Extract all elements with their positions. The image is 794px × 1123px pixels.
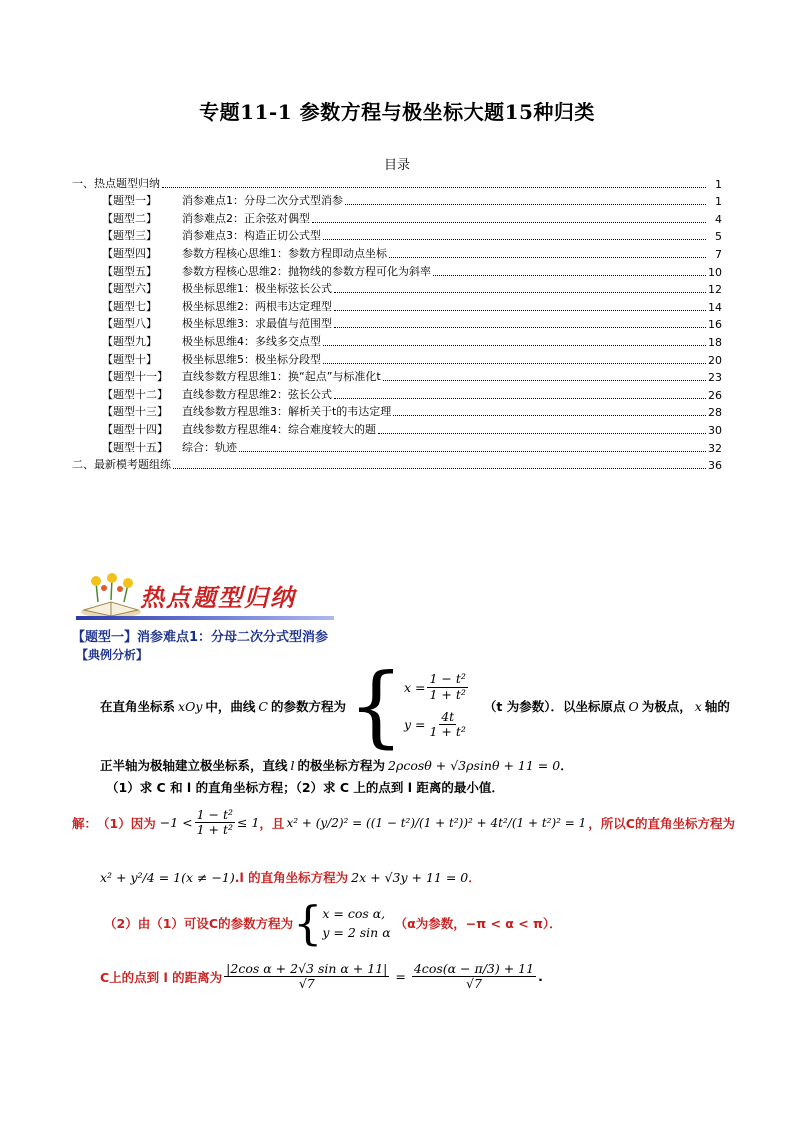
solution-p1a: （1）因为: [97, 815, 156, 831]
x-numerator: 1 − t²: [429, 671, 466, 687]
x-equation: [404, 672, 470, 702]
solution-p3a: （2）由（1）可设C的参数方程为: [104, 916, 294, 931]
toc-row[interactable]: [72, 208, 722, 226]
banner-underline: [76, 616, 334, 620]
toc-row[interactable]: [72, 191, 722, 209]
toc-leader-dots: [393, 415, 706, 416]
distance-denominator-1: √7: [298, 976, 315, 992]
toc-leader-dots: [389, 257, 706, 258]
x-fraction: [427, 672, 467, 702]
ineq-fraction: [195, 808, 235, 838]
toc-row-text: 极坐标思维4：多线多交点型: [182, 334, 321, 348]
toc-row-tag: 【题型三】: [102, 229, 157, 243]
toc-row-text: 参数方程核心思维1：参数方程即动点坐标: [182, 246, 387, 260]
toc-leader-dots: [323, 239, 706, 240]
toc-leader-dots: [334, 292, 706, 293]
toc-row-page: 10: [708, 265, 722, 279]
toc-row-page: 1: [715, 177, 722, 191]
ineq-right: ≤ 1: [237, 815, 260, 831]
toc-leader-dots: [173, 468, 706, 469]
toc-row[interactable]: [72, 455, 722, 473]
toc-leader-dots: [323, 363, 706, 364]
line-equation: 2x + √3y + 11 = 0: [351, 870, 469, 885]
toc-row-text: 极坐标思维2：两根韦达定理型: [182, 299, 332, 313]
banner-title: 热点题型归纳: [140, 583, 296, 612]
toc-row-text: 直线参数方程思维3：解析关于t的韦达定理: [182, 405, 392, 419]
y-lhs: y =: [403, 717, 426, 733]
toc-row-page: 36: [708, 459, 722, 473]
y-denominator: 1 + t²: [429, 724, 466, 740]
problem-intro: 在直角坐标系: [100, 699, 176, 714]
document-title: 专题11-1 参数方程与极坐标大题15种归类: [199, 100, 595, 124]
x-lhs: x =: [403, 679, 426, 695]
toc-row-page: 7: [715, 247, 722, 261]
distance-fraction-2: [412, 962, 536, 992]
toc-row-page: 1: [715, 195, 722, 209]
toc-leader-dots: [433, 275, 706, 276]
parametric-system: [404, 672, 470, 740]
section-tag: 【题型一】: [72, 630, 138, 645]
solution-line-4: [100, 962, 543, 992]
problem-questions: （1）求 C 和 l 的直角坐标方程；（2）求 C 上的点到 l 距离的最小值．: [106, 780, 504, 795]
toc-row-tag: 【题型二】: [102, 211, 157, 225]
toc-row-text: 极坐标思维5：极坐标分段型: [182, 352, 321, 366]
x-denominator: 1 + t²: [429, 686, 466, 702]
equals-sign: =: [395, 969, 406, 985]
toc-leader-dots: [383, 380, 706, 381]
book-flowers-icon: [76, 572, 146, 622]
toc-row-tag: 【题型十五】: [102, 440, 168, 454]
toc-row-page: 4: [715, 212, 722, 226]
x-axis-symbol: x: [694, 698, 702, 714]
ellipse-param-y: y = 2 sin α: [322, 925, 391, 940]
toc-row-text: 消参难点3：构造正切公式型: [182, 229, 321, 243]
toc-row-text: 极坐标思维3：求最值与范围型: [182, 317, 332, 331]
ellipse-param-x: x = cos α,: [322, 906, 386, 921]
section-title: [72, 626, 328, 645]
toc-row[interactable]: [72, 279, 722, 297]
problem-line-2a: 正半轴为极轴建立极坐标系，直线: [100, 758, 288, 773]
ellipse-param-system: [322, 906, 390, 940]
toc-row[interactable]: [72, 243, 722, 261]
toc-leader-dots: [312, 222, 706, 223]
identity-expression: x² + (y/2)² = ((1 − t²)/(1 + t²))² + 4t²/(1 + t²)² = 1: [286, 815, 587, 830]
toc-row-page: 12: [708, 283, 722, 297]
toc-row-text: 参数方程核心思维2：抛物线的参数方程可化为斜率: [182, 264, 431, 278]
toc-row[interactable]: [72, 419, 722, 437]
solution-line-3: [104, 896, 562, 950]
origin-symbol: O: [628, 698, 639, 714]
ineq-denominator: 1 + t²: [196, 822, 234, 838]
ellipse-equation: x² + y²/4 = 1(x ≠ −1): [100, 870, 235, 885]
toc-row[interactable]: [72, 296, 722, 314]
solution-p2-end: ．: [468, 870, 481, 885]
ineq-left: −1 <: [159, 815, 193, 831]
param-note: （t 为参数）．以坐标原点: [483, 699, 626, 714]
toc-row-text: 消参难点1：分母二次分式型消参: [182, 194, 343, 208]
toc-row[interactable]: [72, 173, 722, 191]
toc-row-tag: 【题型五】: [102, 264, 157, 278]
table-of-contents: [72, 173, 722, 472]
param-note-2: 为极点，: [641, 699, 692, 714]
problem-line-1: [100, 654, 730, 757]
y-equation: [404, 710, 470, 740]
toc-row-page: 16: [708, 318, 722, 332]
toc-row-page: 18: [708, 335, 722, 349]
toc-leader-dots: [323, 345, 706, 346]
toc-row-tag: 【题型一】: [102, 194, 157, 208]
xoy-symbol: xOy: [178, 698, 203, 714]
toc-leader-dots: [378, 433, 706, 434]
toc-row-text: 综合：轨迹: [182, 440, 237, 454]
solution-p1c: ，所以C的直角坐标方程为: [588, 815, 735, 831]
problem-line-2-end: ．: [560, 758, 573, 773]
toc-row-text: 极坐标思维1：极坐标弦长公式: [182, 282, 332, 296]
param-note-3: 轴的: [704, 699, 730, 714]
toc-row-text: 直线参数方程思维2：弦长公式: [182, 387, 332, 401]
toc-leader-dots: [334, 310, 706, 311]
toc-row-tag: 【题型九】: [102, 334, 157, 348]
toc-row-page: 30: [708, 423, 722, 437]
toc-heading: 目录: [383, 158, 410, 173]
distance-numerator-2: 4cos(α − π/3) + 11: [413, 961, 535, 976]
toc-row-text: 消参难点2：正余弦对偶型: [182, 211, 310, 225]
toc-leader-dots: [334, 398, 706, 399]
solution-label: 解：: [72, 815, 98, 831]
toc-leader-dots: [239, 451, 706, 452]
toc-row-page: 26: [708, 388, 722, 402]
system-brace-2: {: [293, 896, 323, 950]
ineq-numerator: 1 − t²: [196, 807, 234, 822]
toc-row-tag: 【题型八】: [102, 317, 157, 331]
toc-row-tag: 【题型六】: [102, 282, 157, 296]
toc-row-tag: 【题型七】: [102, 299, 157, 313]
toc-row-tag: 【题型十】: [102, 352, 157, 366]
example-label: 【典例分析】: [76, 648, 149, 662]
problem-intro-3: 的参数方程为: [270, 699, 346, 714]
curve-c-symbol: C: [258, 698, 268, 714]
solution-p4-end: .: [538, 969, 543, 985]
y-numerator: 4t: [441, 709, 455, 724]
toc-row-page: 5: [715, 230, 722, 244]
toc-row-page: 28: [708, 406, 722, 420]
problem-intro-2: 中，曲线: [205, 699, 256, 714]
section-title-text: 消参难点1：分母二次分式型消参: [137, 630, 329, 645]
toc-row-tag: 【题型十一】: [102, 370, 168, 384]
distance-numerator-1: |2cos α + 2√3 sin α + 11|: [226, 961, 388, 976]
toc-row[interactable]: [72, 331, 722, 349]
toc-row-page: 23: [708, 371, 722, 385]
problem-line-2b: 的极坐标方程为: [297, 758, 386, 773]
toc-row-text: 直线参数方程思维1：换“起点”与标准化t: [182, 370, 381, 384]
toc-row[interactable]: [72, 314, 722, 332]
solution-p1b: ，且: [259, 815, 285, 831]
toc-leader-dots: [334, 327, 706, 328]
y-fraction: [428, 710, 468, 740]
toc-row-text: 一、热点题型归纳: [72, 176, 160, 190]
line-l-symbol: l: [290, 758, 295, 773]
toc-row[interactable]: [72, 437, 722, 455]
solution-p4a: C上的点到 l 的距离为: [100, 969, 223, 985]
solution-line-2: [100, 868, 481, 886]
toc-row-tag: 【题型十二】: [102, 387, 168, 401]
polar-equation: 2ρcosθ + √3ρsinθ + 11 = 0: [388, 758, 561, 773]
toc-row-tag: 【题型十三】: [102, 405, 168, 419]
toc-row[interactable]: [72, 349, 722, 367]
toc-leader-dots: [345, 204, 706, 205]
toc-row[interactable]: [72, 384, 722, 402]
distance-fraction-1: [224, 962, 389, 992]
toc-row[interactable]: [72, 226, 722, 244]
toc-row-tag: 【题型四】: [102, 246, 157, 260]
toc-row[interactable]: [72, 367, 722, 385]
solution-line-1: [72, 808, 735, 838]
solution-p2b: .l 的直角坐标方程为: [234, 870, 349, 885]
problem-line-2: [100, 756, 573, 774]
toc-row-tag: 【题型十四】: [102, 422, 168, 436]
toc-row-page: 20: [708, 353, 722, 367]
solution-p3b: （α为参数，−π < α < π）．: [394, 916, 562, 931]
toc-row-text: 二、最新模考题组练: [72, 458, 171, 472]
distance-denominator-2: √7: [466, 976, 482, 992]
toc-row-text: 直线参数方程思维4：综合难度较大的题: [182, 422, 376, 436]
toc-row[interactable]: [72, 402, 722, 420]
toc-leader-dots: [162, 187, 706, 188]
toc-row-page: 14: [708, 300, 722, 314]
system-brace: {: [347, 654, 404, 757]
toc-row-page: 32: [708, 441, 722, 455]
toc-row[interactable]: [72, 261, 722, 279]
